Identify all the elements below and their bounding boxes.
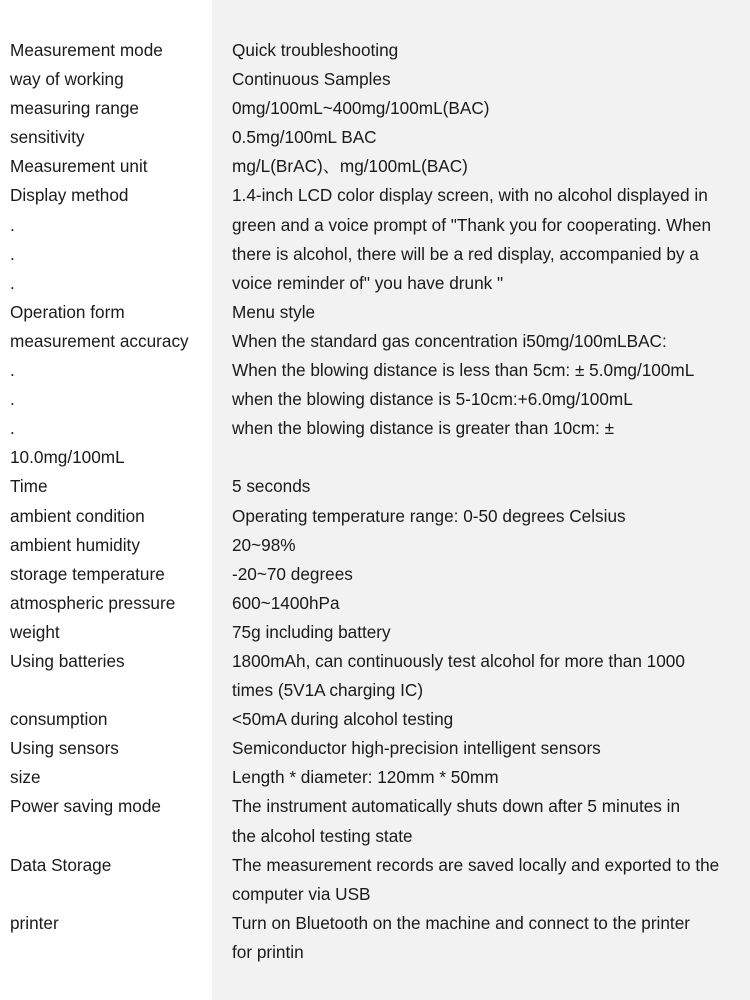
spec-label: . <box>10 214 15 235</box>
spec-label: . <box>10 360 15 381</box>
spec-line <box>0 211 750 240</box>
spec-label: . <box>10 389 15 410</box>
spec-line <box>0 676 750 705</box>
spec-label: Using sensors <box>10 738 119 759</box>
spec-label: Time <box>10 476 48 497</box>
spec-value: voice reminder of" you have drunk " <box>232 272 504 293</box>
spec-label: measurement accuracy <box>10 330 189 351</box>
spec-value: 600~1400hPa <box>232 592 340 613</box>
spec-line <box>0 240 750 269</box>
spec-label: consumption <box>10 709 108 730</box>
spec-value: When the blowing distance is less than 5cm: ± 5.0mg/100mL <box>232 360 695 381</box>
spec-row <box>0 385 750 414</box>
spec-label: Power saving mode <box>10 796 161 817</box>
spec-label: . <box>10 243 15 264</box>
spec-line <box>0 443 750 472</box>
spec-label: sensitivity <box>10 127 85 148</box>
spec-line <box>0 65 750 94</box>
spec-line <box>0 269 750 298</box>
spec-line <box>0 647 750 676</box>
spec-line <box>0 763 750 792</box>
spec-row <box>0 909 750 967</box>
spec-line <box>0 938 750 967</box>
spec-row <box>0 734 750 763</box>
spec-label: storage temperature <box>10 563 165 584</box>
spec-row <box>0 851 750 909</box>
spec-line <box>0 792 750 821</box>
spec-row <box>0 356 750 385</box>
spec-value: when the blowing distance is greater than 10cm: ± <box>232 418 615 439</box>
spec-label: way of working <box>10 69 124 90</box>
spec-value: for printin <box>232 941 304 962</box>
spec-value: 0mg/100mL~400mg/100mL(BAC) <box>232 98 490 119</box>
spec-row <box>0 705 750 734</box>
spec-value: computer via USB <box>232 883 371 904</box>
spec-row <box>0 240 750 269</box>
spec-line <box>0 298 750 327</box>
spec-label: ambient humidity <box>10 534 140 555</box>
spec-row <box>0 502 750 531</box>
spec-label: measuring range <box>10 98 139 119</box>
spec-row <box>0 647 750 705</box>
spec-row <box>0 327 750 356</box>
spec-label: ambient condition <box>10 505 145 526</box>
spec-label: . <box>10 418 15 439</box>
spec-row <box>0 269 750 298</box>
spec-row <box>0 618 750 647</box>
spec-row <box>0 763 750 792</box>
spec-line <box>0 705 750 734</box>
spec-row <box>0 792 750 850</box>
spec-row <box>0 298 750 327</box>
spec-row <box>0 152 750 181</box>
spec-row <box>0 531 750 560</box>
spec-line <box>0 472 750 501</box>
spec-value: When the standard gas concentration i50mg/100mLBAC: <box>232 330 667 351</box>
spec-row <box>0 211 750 240</box>
specification-list <box>0 36 750 967</box>
spec-label: weight <box>10 621 60 642</box>
spec-value: mg/L(BrAC)、mg/100mL(BAC) <box>232 156 468 177</box>
spec-label: 10.0mg/100mL <box>10 447 125 468</box>
spec-value: Quick troubleshooting <box>232 40 399 60</box>
spec-line <box>0 414 750 443</box>
spec-value: -20~70 degrees <box>232 563 353 584</box>
spec-line <box>0 909 750 938</box>
spec-label: Measurement unit <box>10 156 148 177</box>
spec-value: 1.4-inch LCD color display screen, with no alcohol displayed in <box>232 185 708 206</box>
spec-line <box>0 531 750 560</box>
spec-label: Data Storage <box>10 854 112 875</box>
spec-row <box>0 65 750 94</box>
spec-line <box>0 880 750 909</box>
spec-value: the alcohol testing state <box>232 825 413 846</box>
spec-value: there is alcohol, there will be a red display, accompanied by a <box>232 243 699 264</box>
spec-value: Turn on Bluetooth on the machine and connect to the printer <box>232 912 690 933</box>
spec-value: The instrument automatically shuts down after 5 minutes in <box>232 796 681 817</box>
spec-line <box>0 618 750 647</box>
spec-label: Operation form <box>10 301 125 322</box>
spec-row <box>0 589 750 618</box>
spec-row <box>0 443 750 472</box>
spec-label: printer <box>10 912 59 933</box>
spec-label: atmospheric pressure <box>10 592 176 613</box>
spec-line <box>0 152 750 181</box>
spec-row <box>0 181 750 210</box>
spec-row <box>0 36 750 65</box>
spec-value: times (5V1A charging IC) <box>232 680 424 701</box>
spec-value: 1800mAh, can continuously test alcohol for more than 1000 <box>232 650 685 671</box>
spec-value: Semiconductor high-precision intelligent sensors <box>232 738 601 759</box>
spec-value: green and a voice prompt of "Thank you for cooperating. When <box>232 214 712 235</box>
spec-label: Measurement mode <box>10 40 163 60</box>
spec-value: 75g including battery <box>232 621 391 642</box>
spec-label: size <box>10 767 41 788</box>
spec-value: Menu style <box>232 301 316 322</box>
spec-row <box>0 414 750 443</box>
spec-line <box>0 356 750 385</box>
spec-label: Display method <box>10 185 129 206</box>
spec-value: Operating temperature range: 0-50 degrees Celsius <box>232 505 626 526</box>
spec-row <box>0 560 750 589</box>
spec-value: when the blowing distance is 5-10cm:+6.0mg/100mL <box>232 389 633 410</box>
spec-line <box>0 327 750 356</box>
spec-line <box>0 560 750 589</box>
spec-value: 5 seconds <box>232 476 311 497</box>
spec-value: Length * diameter: 120mm * 50mm <box>232 767 499 788</box>
spec-value: 20~98% <box>232 534 296 555</box>
spec-value: 0.5mg/100mL BAC <box>232 127 377 148</box>
spec-line <box>0 36 750 65</box>
spec-label: Using batteries <box>10 650 125 671</box>
spec-line <box>0 123 750 152</box>
spec-value: <50mA during alcohol testing <box>232 709 454 730</box>
spec-line <box>0 851 750 880</box>
spec-line <box>0 94 750 123</box>
spec-line <box>0 181 750 210</box>
spec-line <box>0 589 750 618</box>
spec-value: The measurement records are saved locally and exported to the <box>232 854 720 875</box>
spec-row <box>0 94 750 123</box>
spec-line <box>0 385 750 414</box>
spec-line <box>0 502 750 531</box>
spec-line <box>0 734 750 763</box>
spec-value: Continuous Samples <box>232 69 391 90</box>
spec-row <box>0 472 750 501</box>
spec-line <box>0 822 750 851</box>
spec-label: . <box>10 272 15 293</box>
spec-row <box>0 123 750 152</box>
